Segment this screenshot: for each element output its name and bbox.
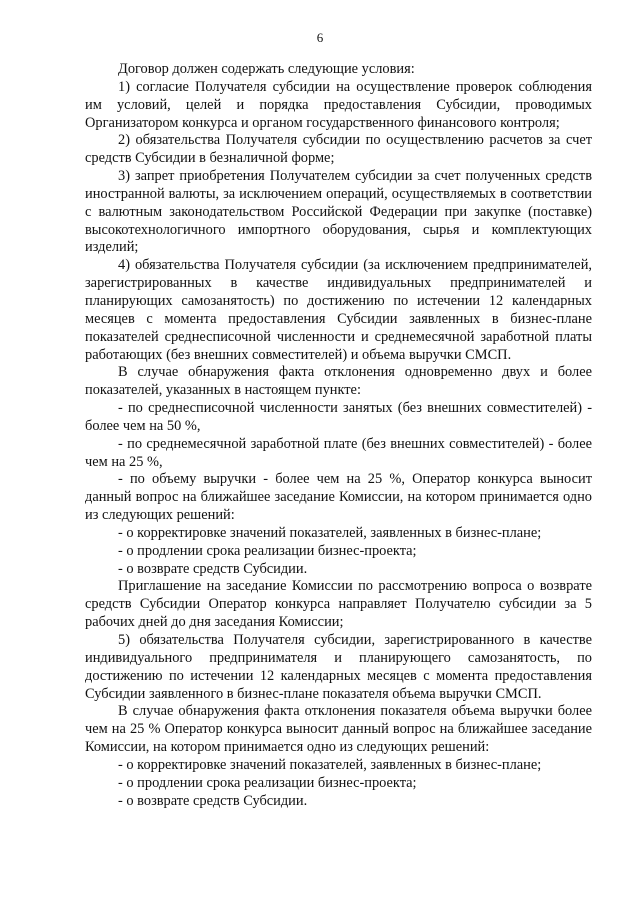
paragraph-decision-return: - о возврате средств Субсидии. (118, 560, 308, 577)
paragraph-deviation-case: В случае обнаружения факта отклонения одновременно двух и более показателей, указанных в настоящем пункте: (85, 364, 592, 399)
paragraph-revenue-case: В случае обнаружения факта отклонения показателя объема выручки более чем на 25 % Оператор конкурса выносит данный вопрос на ближайшее заседание Комиссии, на котором принимается одно из следующих решений: (85, 703, 592, 756)
paragraph-decision-extend-2: - о продлении срока реализации бизнес-проекта; (118, 774, 417, 791)
paragraph-salary-deviation: - по среднемесячной заработной плате (без внешних совместителей) - более чем на 25 %, (85, 435, 592, 470)
paragraph-invitation: Приглашение на заседание Комиссии по рассмотрению вопроса о возврате средств Субсидии Оператор конкурса направляет Получателю субсидии за 5 рабочих дней до дня заседания Комиссии; (85, 578, 592, 631)
paragraph-decision-extend: - о продлении срока реализации бизнес-проекта; (118, 542, 417, 559)
paragraph-decision-return-2: - о возврате средств Субсидии. (118, 792, 308, 809)
paragraph-intro: Договор должен содержать следующие условия: (118, 61, 415, 77)
document-body (85, 61, 592, 810)
paragraph-item-3: 3) запрет приобретения Получателем субсидии за счет полученных средств иностранной валюты, за исключением операций, осуществляемых в соответствии с валютным законодательством Российской Федерации при закупке (поставке) высокотехнологичного импортного оборудования, сырья и комплектующих изделий; (85, 168, 592, 256)
page-number: 6 (316, 30, 324, 45)
paragraph-item-4: 4) обязательства Получателя субсидии (за исключением предпринимателей, зарегистрированных в качестве индивидуальных предпринимателей и планирующих самозанятость) по достижению по истечении 12 календарных месяцев с момента предоставления Субсидии заявленных в бизнес-плане показателей среднесписочной численности и среднемесячной заработной платы работающих (без внешних совместителей) и объема выручки СМСП. (85, 257, 592, 363)
paragraph-item-5: 5) обязательства Получателя субсидии, зарегистрированного в качестве индивидуального предпринимателя и планирующего самозанятость, по достижению по истечении 12 календарных месяцев с момента предоставления Субсидии заявленного в бизнес-плане показателя объема выручки СМСП. (85, 632, 592, 702)
paragraph-item-2: 2) обязательства Получателя субсидии по осуществлению расчетов за счет средств Субсидии в безналичной форме; (85, 132, 592, 167)
paragraph-revenue-deviation: - по объему выручки - более чем на 25 %, Оператор конкурса выносит данный вопрос на ближайшее заседание Комиссии, на котором принимается одно из следующих решений: (85, 471, 592, 524)
paragraph-decision-adjust-2: - о корректировке значений показателей, заявленных в бизнес-плане; (118, 756, 542, 773)
paragraph-headcount-deviation: - по среднесписочной численности занятых (без внешних совместителей) - более чем на 50 %, (85, 400, 592, 434)
paragraph-item-1: 1) согласие Получателя субсидии на осуществление проверок соблюдения им условий, целей и порядка предоставления Субсидии, проводимых Организатором конкурса и органом государственного финансового контроля; (85, 78, 592, 131)
paragraph-decision-adjust: - о корректировке значений показателей, заявленных в бизнес-плане; (118, 524, 542, 541)
